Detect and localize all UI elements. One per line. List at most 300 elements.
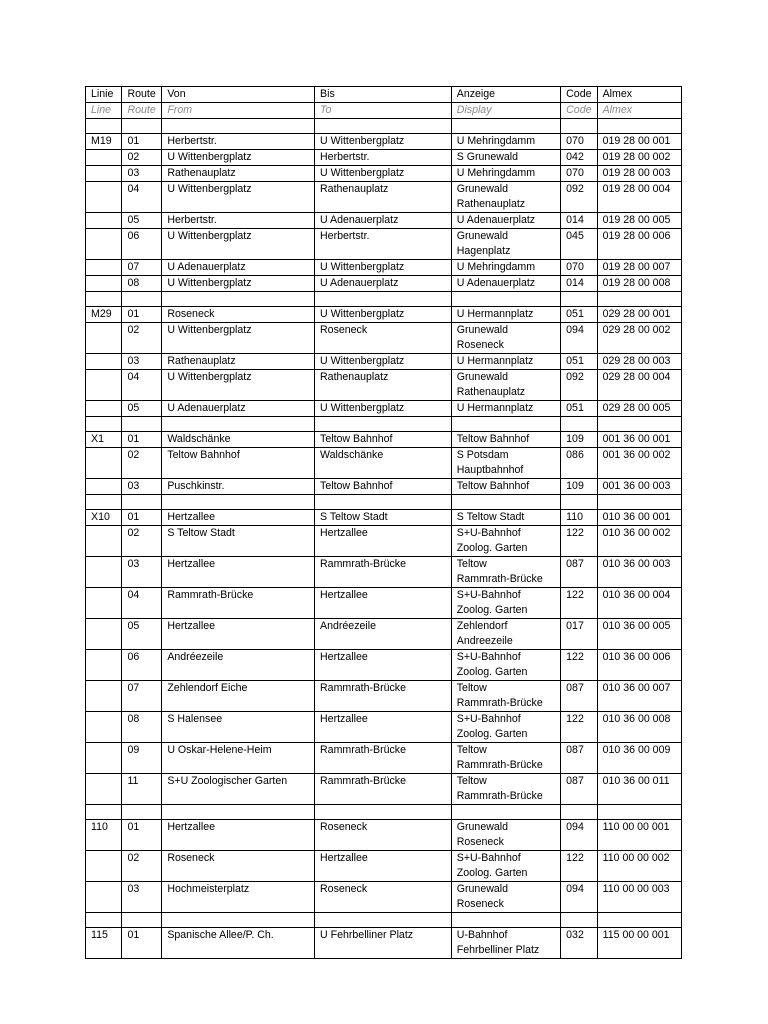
cell-anzeige (451, 448, 560, 479)
cell-linie (86, 882, 122, 913)
table-row (86, 307, 682, 323)
empty-cell (315, 292, 452, 307)
anzeige-line: S+U-Bahnhof (456, 651, 521, 663)
cell-almex: 010 36 00 008 (597, 712, 681, 743)
empty-cell (86, 913, 122, 928)
cell-code: 086 (561, 448, 597, 479)
cell-von: U Wittenbergplatz (162, 323, 315, 354)
anzeige-line: Grunewald (456, 371, 508, 383)
cell-code: 087 (561, 557, 597, 588)
cell-bis: U Wittenbergplatz (315, 401, 452, 417)
anzeige-line: S+U-Bahnhof (456, 589, 521, 601)
empty-cell (86, 805, 122, 820)
anzeige-line: Zoolog. Garten (456, 867, 528, 879)
cell-von: Waldschänke (162, 432, 315, 448)
cell-linie (86, 401, 122, 417)
cell-almex: 019 28 00 001 (597, 134, 681, 150)
table-row (86, 557, 682, 588)
anzeige-line: Teltow Bahnhof (456, 480, 530, 492)
cell-code: 045 (561, 229, 597, 260)
empty-cell (122, 495, 162, 510)
table-row (86, 448, 682, 479)
cell-code: 042 (561, 150, 597, 166)
cell-code: 070 (561, 260, 597, 276)
cell-linie (86, 448, 122, 479)
cell-almex: 019 28 00 005 (597, 213, 681, 229)
table-body (86, 119, 682, 959)
anzeige-line: S+U-Bahnhof (456, 527, 521, 539)
anzeige-line: S+U-Bahnhof (456, 713, 521, 725)
cell-route: 02 (122, 323, 162, 354)
table-row (86, 276, 682, 292)
cell-route: 02 (122, 448, 162, 479)
cell-von: Zehlendorf Eiche (162, 681, 315, 712)
cell-anzeige (451, 307, 560, 323)
cell-bis: U Wittenbergplatz (315, 307, 452, 323)
cell-anzeige (451, 150, 560, 166)
cell-linie (86, 213, 122, 229)
cell-code: 032 (561, 928, 597, 959)
cell-von: Hertzallee (162, 510, 315, 526)
cell-von: U Adenauerplatz (162, 260, 315, 276)
anzeige-line: U Hermannplatz (456, 402, 534, 414)
cell-route: 08 (122, 276, 162, 292)
cell-linie (86, 774, 122, 805)
empty-cell (162, 805, 315, 820)
cell-route: 04 (122, 182, 162, 213)
spacer-row (86, 292, 682, 307)
cell-bis: Rammrath-Brücke (315, 774, 452, 805)
cell-bis: U Fehrbelliner Platz (315, 928, 452, 959)
cell-bis: U Wittenbergplatz (315, 260, 452, 276)
table-row (86, 401, 682, 417)
cell-bis: Roseneck (315, 820, 452, 851)
empty-cell (451, 495, 560, 510)
spacer-row (86, 119, 682, 134)
cell-bis: Hertzallee (315, 588, 452, 619)
cell-anzeige (451, 743, 560, 774)
table-row (86, 681, 682, 712)
cell-bis: Roseneck (315, 323, 452, 354)
anzeige-line: Hagenplatz (456, 245, 511, 257)
cell-linie (86, 681, 122, 712)
subheader-row (86, 103, 682, 119)
cell-anzeige (451, 650, 560, 681)
cell-von: Rammrath-Brücke (162, 588, 315, 619)
anzeige-line: Zoolog. Garten (456, 666, 528, 678)
cell-code: 094 (561, 323, 597, 354)
empty-cell (315, 913, 452, 928)
table-row (86, 229, 682, 260)
cell-bis: Hertzallee (315, 712, 452, 743)
table-row (86, 619, 682, 650)
cell-route: 07 (122, 681, 162, 712)
cell-almex: 019 28 00 004 (597, 182, 681, 213)
cell-bis: Rammrath-Brücke (315, 681, 452, 712)
anzeige-line: U Adenauerplatz (456, 277, 536, 289)
anzeige-line: Grunewald (456, 821, 508, 833)
cell-code: 070 (561, 166, 597, 182)
cell-linie (86, 557, 122, 588)
cell-bis: Rathenauplatz (315, 370, 452, 401)
cell-almex: 001 36 00 002 (597, 448, 681, 479)
cell-code: 122 (561, 650, 597, 681)
header-anzeige: Anzeige (451, 87, 560, 103)
cell-linie: 115 (86, 928, 122, 959)
cell-route: 03 (122, 354, 162, 370)
empty-cell (561, 805, 597, 820)
subheader-route: Route (122, 103, 162, 119)
cell-code: 014 (561, 213, 597, 229)
cell-bis: Hertzallee (315, 851, 452, 882)
anzeige-line: S Grunewald (456, 151, 519, 163)
anzeige-line: Roseneck (456, 898, 504, 910)
cell-code: 109 (561, 479, 597, 495)
empty-cell (315, 495, 452, 510)
cell-almex: 001 36 00 001 (597, 432, 681, 448)
anzeige-line: Rammrath-Brücke (456, 759, 543, 771)
cell-code: 087 (561, 743, 597, 774)
cell-code: 087 (561, 774, 597, 805)
anzeige-line: Andreezeile (456, 635, 513, 647)
cell-von: Rathenauplatz (162, 354, 315, 370)
cell-von: U Wittenbergplatz (162, 182, 315, 213)
cell-almex: 010 36 00 004 (597, 588, 681, 619)
cell-route: 03 (122, 479, 162, 495)
cell-almex: 010 36 00 006 (597, 650, 681, 681)
cell-von: U Wittenbergplatz (162, 229, 315, 260)
cell-bis: Hertzallee (315, 650, 452, 681)
cell-linie (86, 276, 122, 292)
anzeige-line: Hauptbahnhof (456, 464, 524, 476)
anzeige-line: S Teltow Stadt (456, 511, 525, 523)
cell-bis: Andréezeile (315, 619, 452, 650)
cell-code: 092 (561, 182, 597, 213)
cell-route: 04 (122, 370, 162, 401)
cell-almex: 010 36 00 005 (597, 619, 681, 650)
cell-bis: Hertzallee (315, 526, 452, 557)
cell-anzeige (451, 588, 560, 619)
cell-almex: 010 36 00 001 (597, 510, 681, 526)
table-row (86, 260, 682, 276)
cell-route: 01 (122, 928, 162, 959)
anzeige-line: Grunewald (456, 324, 508, 336)
anzeige-line: Teltow (456, 744, 487, 756)
cell-bis: Teltow Bahnhof (315, 479, 452, 495)
cell-von: Roseneck (162, 851, 315, 882)
cell-linie (86, 354, 122, 370)
cell-almex: 010 36 00 009 (597, 743, 681, 774)
anzeige-line: Rammrath-Brücke (456, 790, 543, 802)
cell-route: 01 (122, 820, 162, 851)
spacer-row (86, 913, 682, 928)
cell-bis: U Wittenbergplatz (315, 166, 452, 182)
cell-anzeige (451, 166, 560, 182)
cell-route: 05 (122, 213, 162, 229)
cell-almex: 019 28 00 008 (597, 276, 681, 292)
table-row (86, 526, 682, 557)
cell-von: S+U Zoologischer Garten (162, 774, 315, 805)
cell-almex: 019 28 00 006 (597, 229, 681, 260)
cell-bis: Rathenauplatz (315, 182, 452, 213)
empty-cell (561, 913, 597, 928)
cell-anzeige (451, 928, 560, 959)
empty-cell (86, 495, 122, 510)
cell-von: Hertzallee (162, 557, 315, 588)
table-row (86, 510, 682, 526)
cell-von: U Adenauerplatz (162, 401, 315, 417)
empty-cell (315, 119, 452, 134)
table-row (86, 182, 682, 213)
subheader-code: Code (561, 103, 597, 119)
cell-almex: 029 28 00 004 (597, 370, 681, 401)
cell-linie (86, 743, 122, 774)
header-bis: Bis (315, 87, 452, 103)
cell-anzeige (451, 712, 560, 743)
cell-linie (86, 182, 122, 213)
cell-anzeige (451, 260, 560, 276)
cell-linie (86, 712, 122, 743)
table-row (86, 928, 682, 959)
empty-cell (162, 119, 315, 134)
empty-cell (451, 417, 560, 432)
cell-almex: 019 28 00 003 (597, 166, 681, 182)
empty-cell (597, 119, 681, 134)
anzeige-line: U Mehringdamm (456, 135, 536, 147)
empty-cell (561, 417, 597, 432)
anzeige-line: Rammrath-Brücke (456, 697, 543, 709)
cell-linie: M29 (86, 307, 122, 323)
cell-code: 110 (561, 510, 597, 526)
cell-code: 070 (561, 134, 597, 150)
cell-route: 01 (122, 510, 162, 526)
cell-anzeige (451, 526, 560, 557)
cell-anzeige (451, 510, 560, 526)
anzeige-line: U Mehringdamm (456, 167, 536, 179)
empty-cell (561, 119, 597, 134)
cell-bis: Rammrath-Brücke (315, 743, 452, 774)
anzeige-line: Teltow Bahnhof (456, 433, 530, 445)
cell-anzeige (451, 370, 560, 401)
cell-bis: U Wittenbergplatz (315, 354, 452, 370)
cell-anzeige (451, 354, 560, 370)
cell-linie (86, 619, 122, 650)
cell-almex: 115 00 00 001 (597, 928, 681, 959)
cell-von: Rathenauplatz (162, 166, 315, 182)
cell-route: 01 (122, 432, 162, 448)
subheader-almex: Almex (597, 103, 681, 119)
table-row (86, 354, 682, 370)
table-row (86, 774, 682, 805)
table-row (86, 882, 682, 913)
anzeige-line: Zoolog. Garten (456, 728, 528, 740)
cell-route: 05 (122, 619, 162, 650)
anzeige-line: U Hermannplatz (456, 355, 534, 367)
empty-cell (86, 292, 122, 307)
anzeige-line: Teltow (456, 775, 487, 787)
cell-code: 094 (561, 882, 597, 913)
cell-almex: 010 36 00 011 (597, 774, 681, 805)
cell-almex: 029 28 00 001 (597, 307, 681, 323)
subheader-bis: To (315, 103, 452, 119)
cell-anzeige (451, 851, 560, 882)
empty-cell (122, 913, 162, 928)
cell-almex: 019 28 00 002 (597, 150, 681, 166)
cell-route: 11 (122, 774, 162, 805)
empty-cell (597, 495, 681, 510)
table-row (86, 743, 682, 774)
empty-cell (561, 495, 597, 510)
cell-anzeige (451, 213, 560, 229)
cell-anzeige (451, 401, 560, 417)
header-row (86, 87, 682, 103)
cell-linie: M19 (86, 134, 122, 150)
cell-von: S Halensee (162, 712, 315, 743)
cell-code: 122 (561, 588, 597, 619)
cell-code: 051 (561, 307, 597, 323)
cell-von: Spanische Allee/P. Ch. (162, 928, 315, 959)
header-code: Code (561, 87, 597, 103)
subheader-anzeige: Display (451, 103, 560, 119)
anzeige-line: Zoolog. Garten (456, 604, 528, 616)
empty-cell (597, 417, 681, 432)
cell-linie (86, 526, 122, 557)
table-row (86, 851, 682, 882)
empty-cell (597, 805, 681, 820)
empty-cell (451, 913, 560, 928)
cell-anzeige (451, 557, 560, 588)
anzeige-line: U Hermannplatz (456, 308, 534, 320)
cell-anzeige (451, 619, 560, 650)
cell-code: 122 (561, 526, 597, 557)
table-row (86, 712, 682, 743)
cell-von: Roseneck (162, 307, 315, 323)
cell-linie: X10 (86, 510, 122, 526)
cell-von: Herbertstr. (162, 213, 315, 229)
anzeige-line: Roseneck (456, 339, 504, 351)
cell-bis: Teltow Bahnhof (315, 432, 452, 448)
cell-almex: 110 00 00 003 (597, 882, 681, 913)
cell-route: 06 (122, 650, 162, 681)
cell-anzeige (451, 182, 560, 213)
cell-route: 02 (122, 851, 162, 882)
anzeige-line: Roseneck (456, 836, 504, 848)
anzeige-line: S+U-Bahnhof (456, 852, 521, 864)
cell-route: 03 (122, 882, 162, 913)
cell-anzeige (451, 323, 560, 354)
cell-route: 04 (122, 588, 162, 619)
anzeige-line: Zoolog. Garten (456, 542, 528, 554)
anzeige-line: Zehlendorf (456, 620, 508, 632)
cell-almex: 010 36 00 003 (597, 557, 681, 588)
cell-code: 051 (561, 401, 597, 417)
empty-cell (451, 119, 560, 134)
cell-bis: U Wittenbergplatz (315, 134, 452, 150)
cell-code: 092 (561, 370, 597, 401)
cell-linie (86, 851, 122, 882)
table-row (86, 370, 682, 401)
cell-route: 01 (122, 307, 162, 323)
cell-code: 109 (561, 432, 597, 448)
anzeige-line: Grunewald (456, 883, 508, 895)
cell-almex: 010 36 00 007 (597, 681, 681, 712)
header-linie: Linie (86, 87, 122, 103)
empty-cell (597, 292, 681, 307)
cell-von: U Wittenbergplatz (162, 150, 315, 166)
cell-bis: Herbertstr. (315, 229, 452, 260)
anzeige-line: Teltow (456, 558, 487, 570)
cell-anzeige (451, 432, 560, 448)
subheader-linie: Line (86, 103, 122, 119)
cell-bis: Herbertstr. (315, 150, 452, 166)
cell-code: 094 (561, 820, 597, 851)
route-table (85, 86, 682, 959)
anzeige-line: Rammrath-Brücke (456, 573, 543, 585)
empty-cell (451, 805, 560, 820)
cell-anzeige (451, 774, 560, 805)
spacer-row (86, 805, 682, 820)
cell-almex: 001 36 00 003 (597, 479, 681, 495)
cell-code: 087 (561, 681, 597, 712)
anzeige-line: U-Bahnhof (456, 929, 508, 941)
cell-linie (86, 323, 122, 354)
empty-cell (162, 292, 315, 307)
empty-cell (162, 495, 315, 510)
cell-von: Andréezeile (162, 650, 315, 681)
empty-cell (162, 417, 315, 432)
cell-linie (86, 260, 122, 276)
cell-bis: Roseneck (315, 882, 452, 913)
table-row (86, 166, 682, 182)
table-row (86, 650, 682, 681)
cell-code: 014 (561, 276, 597, 292)
cell-anzeige (451, 276, 560, 292)
header-almex: Almex (597, 87, 681, 103)
empty-cell (86, 119, 122, 134)
anzeige-line: S Potsdam (456, 449, 509, 461)
cell-route: 01 (122, 134, 162, 150)
cell-linie: X1 (86, 432, 122, 448)
subheader-von: From (162, 103, 315, 119)
empty-cell (315, 805, 452, 820)
cell-route: 07 (122, 260, 162, 276)
empty-cell (162, 913, 315, 928)
table-row (86, 820, 682, 851)
anzeige-line: Grunewald (456, 183, 508, 195)
cell-bis: Waldschänke (315, 448, 452, 479)
table-row (86, 479, 682, 495)
empty-cell (122, 292, 162, 307)
cell-bis: Rammrath-Brücke (315, 557, 452, 588)
cell-bis: U Adenauerplatz (315, 213, 452, 229)
table-row (86, 588, 682, 619)
cell-route: 03 (122, 166, 162, 182)
empty-cell (597, 913, 681, 928)
cell-route: 06 (122, 229, 162, 260)
cell-bis: U Adenauerplatz (315, 276, 452, 292)
cell-linie (86, 150, 122, 166)
cell-code: 122 (561, 712, 597, 743)
anzeige-line: Grunewald (456, 230, 508, 242)
anzeige-line: Rathenauplatz (456, 198, 526, 210)
cell-von: U Wittenbergplatz (162, 276, 315, 292)
cell-route: 03 (122, 557, 162, 588)
spacer-row (86, 495, 682, 510)
table-row (86, 213, 682, 229)
header-von: Von (162, 87, 315, 103)
cell-von: Hertzallee (162, 820, 315, 851)
anzeige-line: U Mehringdamm (456, 261, 536, 273)
